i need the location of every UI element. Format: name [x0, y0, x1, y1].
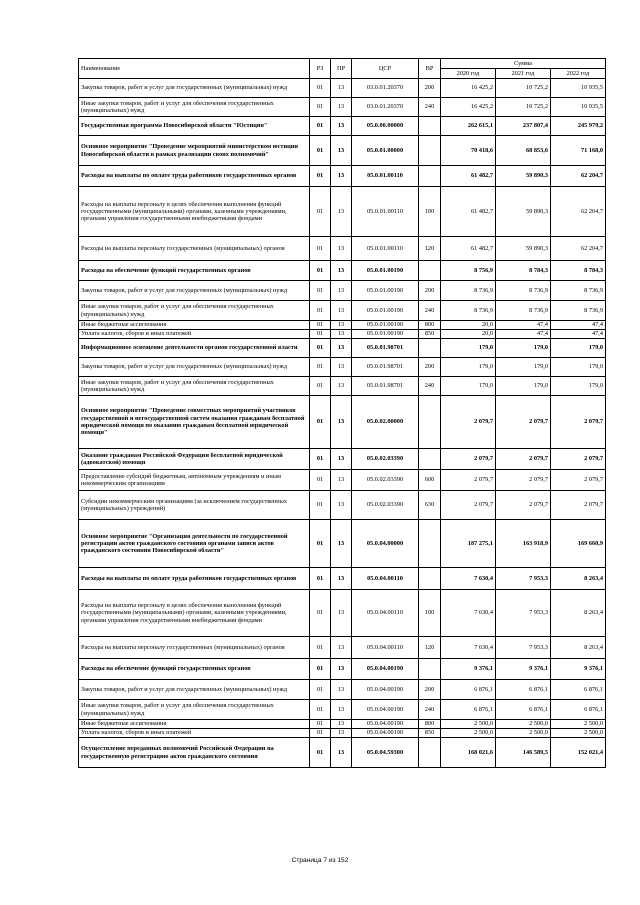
cell-pr: 13 — [331, 281, 352, 301]
cell-pr: 13 — [331, 700, 352, 720]
cell-sum-2022: 2 500,0 — [551, 729, 606, 738]
cell-sum-2021: 47,4 — [496, 321, 551, 330]
cell-rz: 01 — [310, 261, 331, 281]
cell-name: Иные закупки товаров, работ и услуг для обеспечения государственных (муниципальных) нужд — [79, 700, 310, 720]
cell-name: Закупка товаров, работ и услуг для государственных (муниципальных) нужд — [79, 680, 310, 700]
cell-name: Информационное освещение деятельности органов государственной власти — [79, 339, 310, 358]
table-row — [79, 98, 606, 117]
cell-name: Расходы на выплаты по оплате труда работников государственных органов — [79, 166, 310, 187]
cell-csr: 05.0.04.00110 — [352, 637, 419, 659]
cell-sum-2020: 2 079,7 — [441, 396, 496, 449]
cell-csr: 05.0.04.00190 — [352, 700, 419, 720]
budget-table — [78, 58, 606, 768]
cell-csr: 05.0.02.03390 — [352, 449, 419, 470]
cell-rz: 01 — [310, 117, 331, 136]
cell-rz: 01 — [310, 449, 331, 470]
cell-csr: 05.0.01.00190 — [352, 301, 419, 321]
cell-vr: 850 — [419, 729, 441, 738]
cell-csr: 05.0.04.00190 — [352, 659, 419, 680]
cell-name: Расходы на обеспечение функций государственных органов — [79, 659, 310, 680]
cell-pr: 13 — [331, 98, 352, 117]
cell-vr — [419, 449, 441, 470]
cell-rz: 01 — [310, 301, 331, 321]
table-row — [79, 377, 606, 396]
cell-pr: 13 — [331, 449, 352, 470]
cell-csr: 05.0.04.00190 — [352, 720, 419, 729]
cell-sum-2022: 8 263,4 — [551, 590, 606, 637]
cell-sum-2020: 179,0 — [441, 339, 496, 358]
cell-vr: 120 — [419, 637, 441, 659]
cell-sum-2020: 8 736,9 — [441, 301, 496, 321]
cell-sum-2022: 8 263,4 — [551, 568, 606, 590]
cell-sum-2022: 10 935,5 — [551, 98, 606, 117]
cell-rz: 01 — [310, 470, 331, 491]
cell-sum-2021: 7 953,3 — [496, 568, 551, 590]
cell-rz: 01 — [310, 396, 331, 449]
cell-sum-2022: 47,4 — [551, 330, 606, 339]
cell-sum-2022: 8 736,9 — [551, 281, 606, 301]
cell-pr: 13 — [331, 261, 352, 281]
cell-name: Предоставление субсидий бюджетным, автономным учреждениям и иным некоммерческим организациям — [79, 470, 310, 491]
cell-name: Закупка товаров, работ и услуг для государственных (муниципальных) нужд — [79, 79, 310, 98]
cell-pr: 13 — [331, 738, 352, 768]
header-vr: ВР — [419, 59, 441, 79]
cell-sum-2020: 9 376,1 — [441, 659, 496, 680]
cell-sum-2022: 62 204,7 — [551, 187, 606, 237]
table-row — [79, 520, 606, 568]
cell-sum-2021: 9 376,1 — [496, 659, 551, 680]
cell-sum-2020: 16 425,2 — [441, 79, 496, 98]
cell-rz: 01 — [310, 729, 331, 738]
table-row — [79, 117, 606, 136]
cell-vr: 630 — [419, 491, 441, 520]
cell-sum-2020: 8 756,9 — [441, 261, 496, 281]
page-number: Страница 7 из 152 — [291, 857, 349, 864]
cell-sum-2021: 59 890,3 — [496, 237, 551, 261]
cell-sum-2022: 152 021,4 — [551, 738, 606, 768]
cell-vr: 240 — [419, 700, 441, 720]
header-year-2022: 2022 год — [551, 69, 606, 79]
cell-sum-2021: 6 876,1 — [496, 700, 551, 720]
cell-csr: 05.0.02.00000 — [352, 396, 419, 449]
cell-rz: 01 — [310, 321, 331, 330]
table-row — [79, 700, 606, 720]
cell-sum-2021: 8 736,9 — [496, 301, 551, 321]
table-row — [79, 187, 606, 237]
cell-sum-2022: 2 079,7 — [551, 449, 606, 470]
cell-rz: 01 — [310, 720, 331, 729]
cell-rz: 01 — [310, 738, 331, 768]
cell-sum-2021: 47,4 — [496, 330, 551, 339]
cell-sum-2022: 179,0 — [551, 358, 606, 377]
cell-sum-2022: 2 079,7 — [551, 396, 606, 449]
cell-sum-2022: 71 168,0 — [551, 136, 606, 166]
table-row — [79, 136, 606, 166]
cell-rz: 01 — [310, 568, 331, 590]
cell-csr: 05.0.01.98701 — [352, 358, 419, 377]
cell-rz: 01 — [310, 637, 331, 659]
cell-csr: 05.0.01.00000 — [352, 136, 419, 166]
table-row — [79, 396, 606, 449]
cell-sum-2021: 59 890,3 — [496, 187, 551, 237]
cell-sum-2022: 8 263,4 — [551, 637, 606, 659]
cell-sum-2021: 2 079,7 — [496, 396, 551, 449]
table-row — [79, 729, 606, 738]
cell-vr — [419, 136, 441, 166]
cell-sum-2020: 7 630,4 — [441, 637, 496, 659]
cell-sum-2021: 6 876,1 — [496, 680, 551, 700]
cell-sum-2021: 10 725,2 — [496, 98, 551, 117]
cell-pr: 13 — [331, 470, 352, 491]
cell-pr: 13 — [331, 590, 352, 637]
cell-vr — [419, 396, 441, 449]
cell-csr: 03.0.01.20370 — [352, 79, 419, 98]
cell-name: Расходы на выплаты по оплате труда работников государственных органов — [79, 568, 310, 590]
cell-rz: 01 — [310, 79, 331, 98]
cell-name: Закупка товаров, работ и услуг для государственных (муниципальных) нужд — [79, 358, 310, 377]
cell-name: Субсидии некоммерческим организациям (за исключением государственных (муниципальных) учреждений) — [79, 491, 310, 520]
cell-pr: 13 — [331, 729, 352, 738]
cell-name: Закупка товаров, работ и услуг для государственных (муниципальных) нужд — [79, 281, 310, 301]
cell-name: Основное мероприятие "Организация деятельности по государственной регистрации актов гражданского состояния органами записи актов гражданского состояния Новосибирской области" — [79, 520, 310, 568]
cell-vr: 100 — [419, 590, 441, 637]
cell-sum-2020: 187 275,1 — [441, 520, 496, 568]
cell-sum-2022: 6 876,1 — [551, 680, 606, 700]
cell-sum-2021: 8 736,9 — [496, 281, 551, 301]
cell-sum-2022: 169 660,9 — [551, 520, 606, 568]
cell-sum-2022: 62 204,7 — [551, 237, 606, 261]
cell-csr: 05.0.04.00110 — [352, 590, 419, 637]
cell-csr: 03.0.01.20370 — [352, 98, 419, 117]
cell-rz: 01 — [310, 237, 331, 261]
cell-vr — [419, 568, 441, 590]
cell-pr: 13 — [331, 301, 352, 321]
cell-sum-2020: 61 482,7 — [441, 237, 496, 261]
cell-sum-2021: 2 500,0 — [496, 729, 551, 738]
cell-name: Осуществление переданных полномочий Российской Федерации на государственную регистрацию актов гражданского состояния — [79, 738, 310, 768]
cell-rz: 01 — [310, 330, 331, 339]
cell-vr: 120 — [419, 237, 441, 261]
cell-vr — [419, 117, 441, 136]
cell-pr: 13 — [331, 79, 352, 98]
table-row — [79, 590, 606, 637]
cell-vr — [419, 520, 441, 568]
header-sum: Сумма — [441, 59, 606, 69]
cell-sum-2022: 179,0 — [551, 377, 606, 396]
table-row — [79, 470, 606, 491]
cell-sum-2022: 2 079,7 — [551, 491, 606, 520]
cell-vr: 850 — [419, 330, 441, 339]
cell-csr: 05.0.01.00190 — [352, 321, 419, 330]
cell-name: Уплата налогов, сборов и иных платежей — [79, 330, 310, 339]
cell-rz: 01 — [310, 520, 331, 568]
cell-sum-2020: 2 079,7 — [441, 449, 496, 470]
cell-rz: 01 — [310, 491, 331, 520]
cell-csr: 05.0.01.00190 — [352, 281, 419, 301]
cell-pr: 13 — [331, 637, 352, 659]
table-row — [79, 330, 606, 339]
header-name: Наименование — [79, 59, 310, 79]
table-row — [79, 738, 606, 768]
cell-name: Иные закупки товаров, работ и услуг для обеспечения государственных (муниципальных) нужд — [79, 301, 310, 321]
cell-pr: 13 — [331, 358, 352, 377]
cell-sum-2020: 61 482,7 — [441, 187, 496, 237]
cell-vr: 200 — [419, 680, 441, 700]
cell-vr — [419, 339, 441, 358]
cell-csr: 05.0.04.00190 — [352, 680, 419, 700]
cell-sum-2020: 70 418,6 — [441, 136, 496, 166]
cell-name: Расходы на выплаты персоналу государственных (муниципальных) органов — [79, 637, 310, 659]
cell-sum-2020: 20,0 — [441, 330, 496, 339]
cell-sum-2021: 68 853,6 — [496, 136, 551, 166]
cell-rz: 01 — [310, 166, 331, 187]
header-csr: ЦСР — [352, 59, 419, 79]
table-row — [79, 637, 606, 659]
cell-pr: 13 — [331, 377, 352, 396]
cell-sum-2022: 2 079,7 — [551, 470, 606, 491]
cell-vr: 600 — [419, 470, 441, 491]
cell-sum-2022: 179,0 — [551, 339, 606, 358]
cell-name: Иные закупки товаров, работ и услуг для обеспечения государственных (муниципальных) нужд — [79, 377, 310, 396]
cell-rz: 01 — [310, 680, 331, 700]
cell-sum-2022: 2 500,0 — [551, 720, 606, 729]
cell-vr — [419, 659, 441, 680]
cell-pr: 13 — [331, 520, 352, 568]
cell-sum-2020: 61 482,7 — [441, 166, 496, 187]
cell-sum-2020: 8 736,9 — [441, 281, 496, 301]
cell-vr: 200 — [419, 281, 441, 301]
cell-name: Иные закупки товаров, работ и услуг для обеспечения государственных (муниципальных) нужд — [79, 98, 310, 117]
cell-name: Оказание гражданам Российской Федерации бесплатной юридической (адвокатской) помощи — [79, 449, 310, 470]
budget-table-page — [78, 58, 606, 768]
table-row — [79, 321, 606, 330]
table-row — [79, 261, 606, 281]
cell-csr: 05.0.01.00190 — [352, 261, 419, 281]
cell-sum-2020: 2 500,0 — [441, 729, 496, 738]
header-year-2021: 2021 год — [496, 69, 551, 79]
cell-pr: 13 — [331, 659, 352, 680]
cell-sum-2022: 9 376,1 — [551, 659, 606, 680]
cell-vr — [419, 738, 441, 768]
cell-pr: 13 — [331, 396, 352, 449]
cell-csr: 05.0.02.03390 — [352, 470, 419, 491]
cell-name: Иные бюджетные ассигнования — [79, 720, 310, 729]
cell-csr: 05.0.04.00190 — [352, 729, 419, 738]
table-row — [79, 281, 606, 301]
cell-pr: 13 — [331, 720, 352, 729]
cell-rz: 01 — [310, 659, 331, 680]
table-row — [79, 659, 606, 680]
cell-sum-2021: 2 500,0 — [496, 720, 551, 729]
cell-sum-2022: 47,4 — [551, 321, 606, 330]
header-rz: РЗ — [310, 59, 331, 79]
cell-sum-2021: 10 725,2 — [496, 79, 551, 98]
cell-vr: 240 — [419, 301, 441, 321]
cell-rz: 01 — [310, 377, 331, 396]
table-row — [79, 491, 606, 520]
cell-csr: 05.0.01.00110 — [352, 187, 419, 237]
cell-sum-2021: 146 589,5 — [496, 738, 551, 768]
cell-sum-2020: 7 630,4 — [441, 590, 496, 637]
cell-rz: 01 — [310, 98, 331, 117]
table-row — [79, 680, 606, 700]
cell-pr: 13 — [331, 568, 352, 590]
cell-pr: 13 — [331, 166, 352, 187]
table-body — [79, 79, 606, 768]
table-row — [79, 449, 606, 470]
cell-sum-2021: 8 784,3 — [496, 261, 551, 281]
cell-csr: 05.0.01.00190 — [352, 330, 419, 339]
cell-pr: 13 — [331, 117, 352, 136]
cell-rz: 01 — [310, 136, 331, 166]
cell-rz: 01 — [310, 590, 331, 637]
cell-sum-2021: 59 890,3 — [496, 166, 551, 187]
cell-sum-2020: 179,0 — [441, 377, 496, 396]
cell-sum-2020: 2 500,0 — [441, 720, 496, 729]
cell-vr: 100 — [419, 187, 441, 237]
cell-pr: 13 — [331, 237, 352, 261]
cell-sum-2022: 245 979,2 — [551, 117, 606, 136]
cell-name: Основное мероприятие "Проведение совместных мероприятий участников государственной и негосударственной систем оказания гражданам бесплатной юридической помощи по оказанию гражданам бесплатной юридической помощи" — [79, 396, 310, 449]
cell-sum-2022: 8 784,3 — [551, 261, 606, 281]
cell-pr: 13 — [331, 136, 352, 166]
cell-csr: 05.0.01.00110 — [352, 166, 419, 187]
cell-sum-2020: 7 630,4 — [441, 568, 496, 590]
cell-csr: 05.0.00.00000 — [352, 117, 419, 136]
cell-name: Иные бюджетные ассигнования — [79, 321, 310, 330]
cell-rz: 01 — [310, 700, 331, 720]
cell-vr: 240 — [419, 377, 441, 396]
cell-rz: 01 — [310, 358, 331, 377]
cell-pr: 13 — [331, 321, 352, 330]
cell-rz: 01 — [310, 339, 331, 358]
cell-vr — [419, 166, 441, 187]
cell-sum-2021: 179,0 — [496, 358, 551, 377]
cell-sum-2021: 7 953,3 — [496, 590, 551, 637]
cell-vr: 800 — [419, 321, 441, 330]
table-row — [79, 166, 606, 187]
cell-pr: 13 — [331, 680, 352, 700]
table-row — [79, 720, 606, 729]
cell-vr: 240 — [419, 98, 441, 117]
cell-csr: 05.0.01.00110 — [352, 237, 419, 261]
cell-sum-2020: 6 876,1 — [441, 680, 496, 700]
cell-sum-2021: 179,0 — [496, 377, 551, 396]
cell-sum-2021: 163 918,9 — [496, 520, 551, 568]
cell-pr: 13 — [331, 330, 352, 339]
table-row — [79, 237, 606, 261]
cell-sum-2021: 179,0 — [496, 339, 551, 358]
cell-vr: 200 — [419, 79, 441, 98]
cell-pr: 13 — [331, 187, 352, 237]
header-year-2020: 2020 год — [441, 69, 496, 79]
cell-sum-2022: 62 204,7 — [551, 166, 606, 187]
cell-name: Уплата налогов, сборов и иных платежей — [79, 729, 310, 738]
cell-sum-2021: 237 807,4 — [496, 117, 551, 136]
cell-name: Расходы на выплаты персоналу государственных (муниципальных) органов — [79, 237, 310, 261]
cell-rz: 01 — [310, 281, 331, 301]
table-row — [79, 568, 606, 590]
table-row — [79, 79, 606, 98]
cell-sum-2020: 16 425,2 — [441, 98, 496, 117]
cell-sum-2021: 7 953,3 — [496, 637, 551, 659]
cell-csr: 05.0.01.98701 — [352, 339, 419, 358]
cell-sum-2022: 10 935,5 — [551, 79, 606, 98]
cell-sum-2021: 2 079,7 — [496, 470, 551, 491]
cell-sum-2020: 168 021,6 — [441, 738, 496, 768]
cell-sum-2022: 8 736,9 — [551, 301, 606, 321]
cell-sum-2020: 179,0 — [441, 358, 496, 377]
cell-csr: 05.0.04.59300 — [352, 738, 419, 768]
cell-name: Расходы на выплаты персоналу в целях обеспечения выполнения функций государственными (муниципальными) органами, казенными учреждениями, органами управления государственными внебюджетными фондами — [79, 187, 310, 237]
cell-sum-2020: 2 079,7 — [441, 491, 496, 520]
cell-vr: 800 — [419, 720, 441, 729]
cell-sum-2021: 2 079,7 — [496, 491, 551, 520]
cell-csr: 05.0.02.03390 — [352, 491, 419, 520]
cell-name: Государственная программа Новосибирской области "Юстиция" — [79, 117, 310, 136]
cell-name: Расходы на обеспечение функций государственных органов — [79, 261, 310, 281]
cell-sum-2020: 20,0 — [441, 321, 496, 330]
cell-vr: 200 — [419, 358, 441, 377]
header-pr: ПР — [331, 59, 352, 79]
cell-name: Расходы на выплаты персоналу в целях обеспечения выполнения функций государственными (муниципальными) органами, казенными учреждениями, органами управления государственными внебюджетными фондами — [79, 590, 310, 637]
cell-sum-2020: 6 876,1 — [441, 700, 496, 720]
table-row — [79, 301, 606, 321]
cell-csr: 05.0.04.00110 — [352, 568, 419, 590]
table-row — [79, 358, 606, 377]
cell-sum-2020: 2 079,7 — [441, 470, 496, 491]
cell-pr: 13 — [331, 491, 352, 520]
cell-csr: 05.0.01.98701 — [352, 377, 419, 396]
cell-csr: 05.0.04.00000 — [352, 520, 419, 568]
cell-sum-2021: 2 079,7 — [496, 449, 551, 470]
cell-vr — [419, 261, 441, 281]
cell-sum-2020: 262 615,1 — [441, 117, 496, 136]
cell-name: Основное мероприятие "Проведение мероприятий министерством юстиции Новосибирской области в рамках реализации своих полномочий" — [79, 136, 310, 166]
table-row — [79, 339, 606, 358]
cell-rz: 01 — [310, 187, 331, 237]
cell-pr: 13 — [331, 339, 352, 358]
cell-sum-2022: 6 876,1 — [551, 700, 606, 720]
